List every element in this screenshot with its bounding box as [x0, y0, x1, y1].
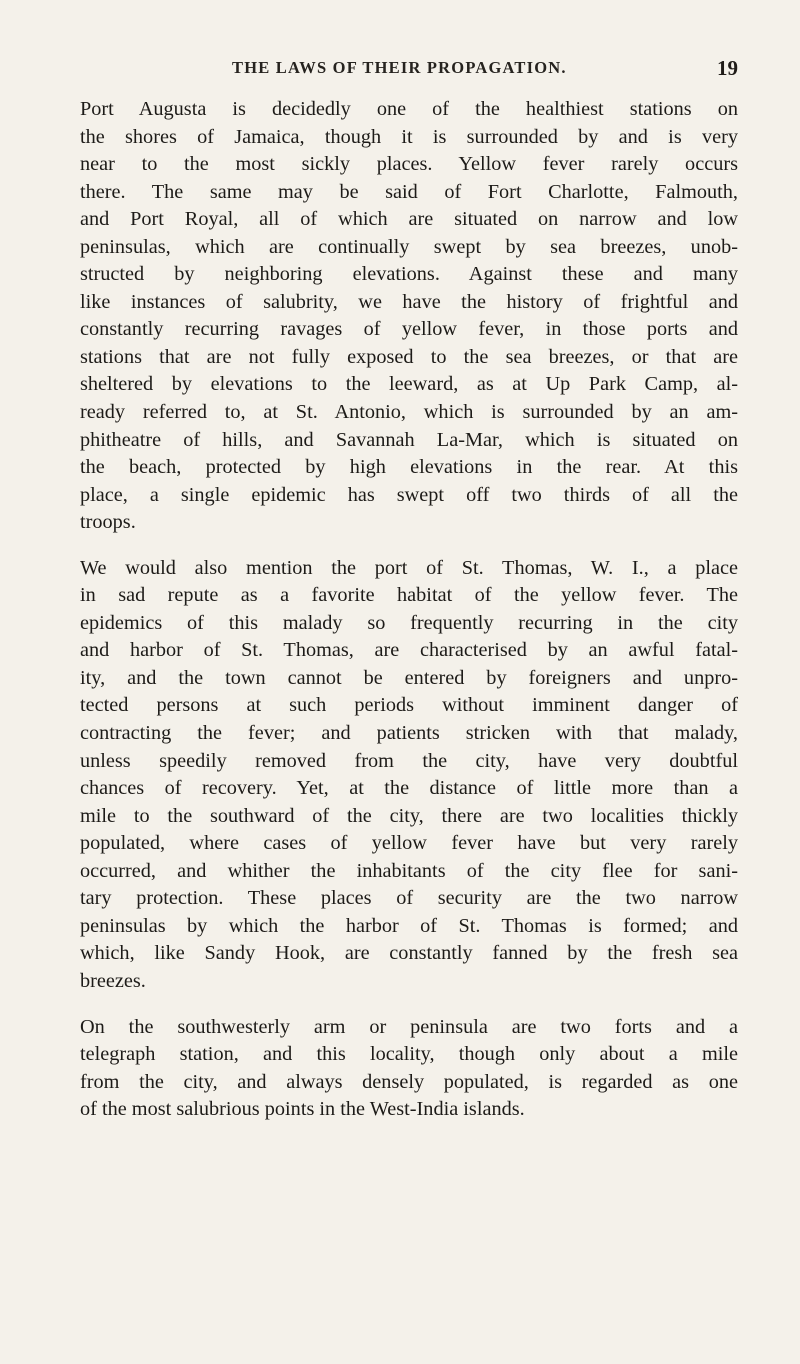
text-line: peninsulas, which are continually swept by sea breezes, unob-	[80, 235, 738, 258]
text-line: ity, and the town cannot be entered by foreigners and unpro-	[80, 666, 738, 689]
text-line: like instances of salubrity, we have the history of frightful and	[80, 290, 738, 313]
text-line: tected persons at such periods without imminent danger of	[80, 694, 738, 717]
text-line: phitheatre of hills, and Savannah La-Mar, which is situated on	[80, 428, 738, 451]
paragraph-port-augusta	[80, 96, 738, 537]
paragraph-southwesterly-arm	[80, 1014, 738, 1124]
page-number: 19	[717, 56, 738, 80]
text-line: from the city, and always densely populated, is regarded as one	[80, 1070, 738, 1093]
text-line: On the southwesterly arm or peninsula are two forts and a	[80, 1015, 738, 1038]
running-title: THE LAWS OF THEIR PROPAGATION.	[232, 58, 567, 77]
text-line: of the most salubrious points in the West-India islands.	[80, 1098, 525, 1121]
text-line: telegraph station, and this locality, though only about a mile	[80, 1043, 738, 1066]
text-line: breezes.	[80, 969, 146, 992]
text-line: constantly recurring ravages of yellow fever, in those ports and	[80, 318, 738, 341]
text-line: mile to the southward of the city, there are two localities thickly	[80, 804, 738, 827]
text-line: in sad repute as a favorite habitat of the yellow fever. The	[80, 584, 738, 607]
text-line: populated, where cases of yellow fever have but very rarely	[80, 832, 738, 855]
text-line: unless speedily removed from the city, have very doubtful	[80, 749, 738, 772]
paragraph-st-thomas	[80, 555, 738, 996]
text-line: and Port Royal, all of which are situated on narrow and low	[80, 208, 738, 231]
text-line: Port Augusta is decidedly one of the healthiest stations on	[80, 98, 738, 120]
text-line: We would also mention the port of St. Thomas, W. I., a place	[80, 556, 738, 579]
text-line: epidemics of this malady so frequently recurring in the city	[80, 611, 738, 634]
text-line: tary protection. These places of security are the two narrow	[80, 887, 738, 910]
text-line: occurred, and whither the inhabitants of the city flee for sani-	[80, 859, 738, 882]
body-text	[80, 96, 738, 1142]
text-line: contracting the fever; and patients stricken with that malady,	[80, 722, 738, 745]
text-line: stations that are not fully exposed to the sea breezes, or that are	[80, 345, 738, 368]
text-line: there. The same may be said of Fort Charlotte, Falmouth,	[80, 180, 738, 203]
running-header	[80, 58, 738, 84]
text-line: sheltered by elevations to the leeward, as at Up Park Camp, al-	[80, 373, 738, 396]
text-line: structed by neighboring elevations. Against these and many	[80, 263, 738, 286]
text-line: place, a single epidemic has swept off two thirds of all the	[80, 483, 738, 506]
text-line: the shores of Jamaica, though it is surrounded by and is very	[80, 125, 738, 148]
text-line: ready referred to, at St. Antonio, which is surrounded by an am-	[80, 401, 738, 424]
text-line: troops.	[80, 511, 136, 534]
text-line: near to the most sickly places. Yellow fever rarely occurs	[80, 153, 738, 176]
text-line: the beach, protected by high elevations in the rear. At this	[80, 456, 738, 479]
text-line: and harbor of St. Thomas, are characterised by an awful fatal-	[80, 639, 738, 662]
text-line: chances of recovery. Yet, at the distance of little more than a	[80, 777, 738, 800]
text-line: which, like Sandy Hook, are constantly fanned by the fresh sea	[80, 942, 738, 965]
text-line: peninsulas by which the harbor of St. Thomas is formed; and	[80, 914, 738, 937]
